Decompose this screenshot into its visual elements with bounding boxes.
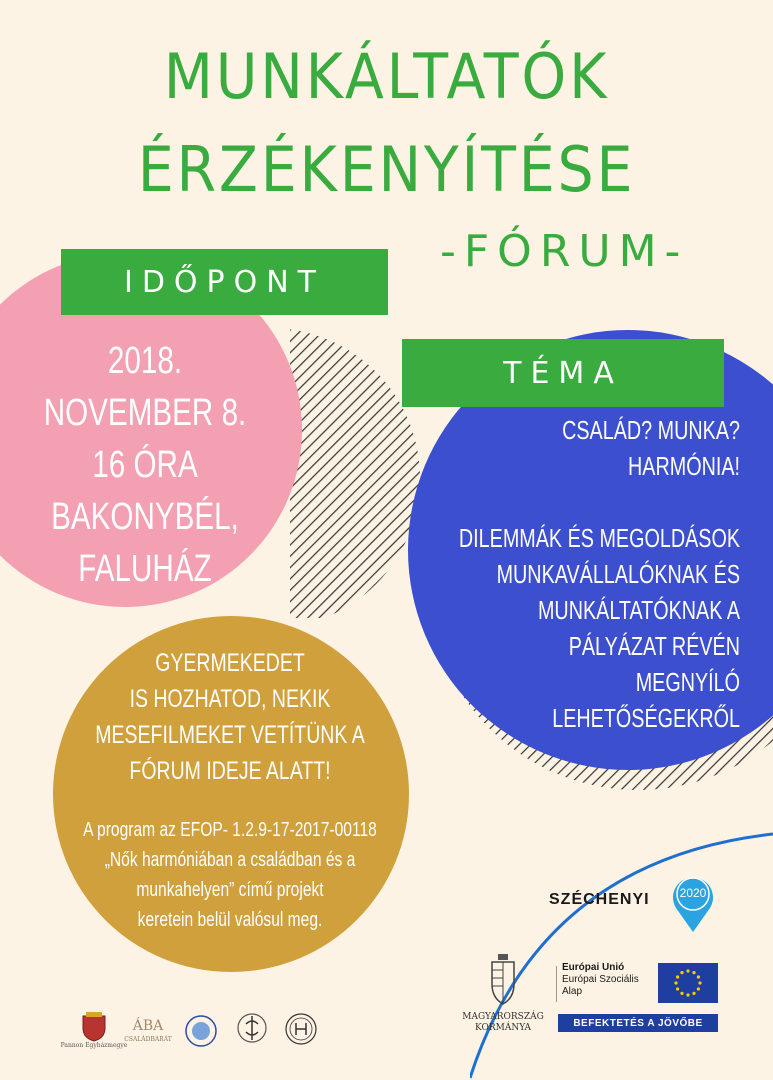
children-line: GYERMEKEDET [155, 649, 305, 677]
svg-text:ÁBA: ÁBA [132, 1018, 164, 1034]
eu-line-1: Európai Unió [562, 962, 625, 973]
topic-line: DILEMMÁK ÉS MEGOLDÁSOK [458, 523, 740, 553]
invest-label: BEFEKTETÉS A JÖVŐBE [573, 1017, 703, 1029]
eu-line-3: Alap [562, 986, 583, 997]
program-line: keretein belül valósul meg. [137, 909, 323, 931]
program-line: A program az EFOP- 1.2.9-17-2017-00118 [83, 819, 377, 841]
program-info [66, 815, 394, 935]
topic-line: MEGNYÍLÓ [635, 667, 740, 697]
szechenyi-pin-icon [670, 872, 716, 934]
topic-line: LEHETŐSÉGEKRŐL [552, 703, 740, 733]
date-details [40, 335, 251, 595]
children-line: IS HOZHATOD, NEKIK [129, 685, 331, 713]
diocese-shield-icon [80, 1012, 108, 1042]
eu-flag-icon [658, 963, 718, 1003]
topic-line: MUNKÁLTATÓKNAK A [537, 595, 740, 625]
monogram-logo-icon [236, 1010, 268, 1046]
gov-line-2: KORMÁNYA [475, 1023, 531, 1033]
topic-line: HARMÓNIA! [628, 451, 740, 481]
partner-1-text: Pannon Egyházmegye [60, 1042, 128, 1049]
children-line: MESEFILMEKET VETÍTÜNK A [95, 721, 365, 749]
coat-of-arms-icon [488, 952, 518, 1008]
children-info [82, 645, 378, 789]
szechenyi-year: 2020 [679, 886, 707, 900]
topic-description [406, 520, 740, 736]
date-year: 2018. [107, 340, 183, 382]
children-line: FÓRUM IDEJE ALATT! [129, 757, 331, 785]
date-venue: FALUHÁZ [78, 548, 212, 590]
tema-banner [402, 339, 724, 407]
topic-line: MUNKAVÁLLALÓKNAK ÉS [496, 559, 740, 589]
program-line: „Nők harmóniában a családban és a [104, 849, 356, 871]
round-seal-icon [184, 1014, 218, 1048]
title-line-2: ÉRZÉKENYÍTÉSE [137, 133, 636, 206]
title-forum: -FÓRUM- [440, 226, 689, 277]
szechenyi-arc [470, 820, 773, 1080]
date-time: 16 ÓRA [92, 444, 198, 486]
date-place: BAKONYBÉL, [51, 496, 239, 538]
szechenyi-label: SZÉCHENYI [549, 891, 650, 908]
gov-logo-text [458, 1012, 548, 1034]
topic-line: PÁLYÁZAT RÉVÉN [568, 631, 740, 661]
tema-label: TÉMA [503, 355, 623, 391]
partner-2-text: CSALÁDBARÁT [124, 1036, 172, 1043]
title-line-1: MUNKÁLTATÓK [163, 40, 610, 113]
gov-line-1: MAGYARORSZÁG [462, 1012, 544, 1022]
date-day: NOVEMBER 8. [43, 392, 247, 434]
idopont-label: IDŐPONT [123, 264, 326, 300]
eu-line-2: Európai Szociális [562, 974, 639, 985]
topic-line: CSALÁD? MUNKA? [562, 415, 740, 445]
program-line: munkahelyen” című projekt [136, 879, 324, 901]
idopont-banner [61, 249, 388, 315]
eu-text [562, 962, 639, 998]
eu-divider [556, 966, 557, 1002]
circular-stamp-icon [284, 1012, 318, 1046]
topic-questions [406, 412, 740, 484]
invest-banner [558, 1014, 718, 1032]
